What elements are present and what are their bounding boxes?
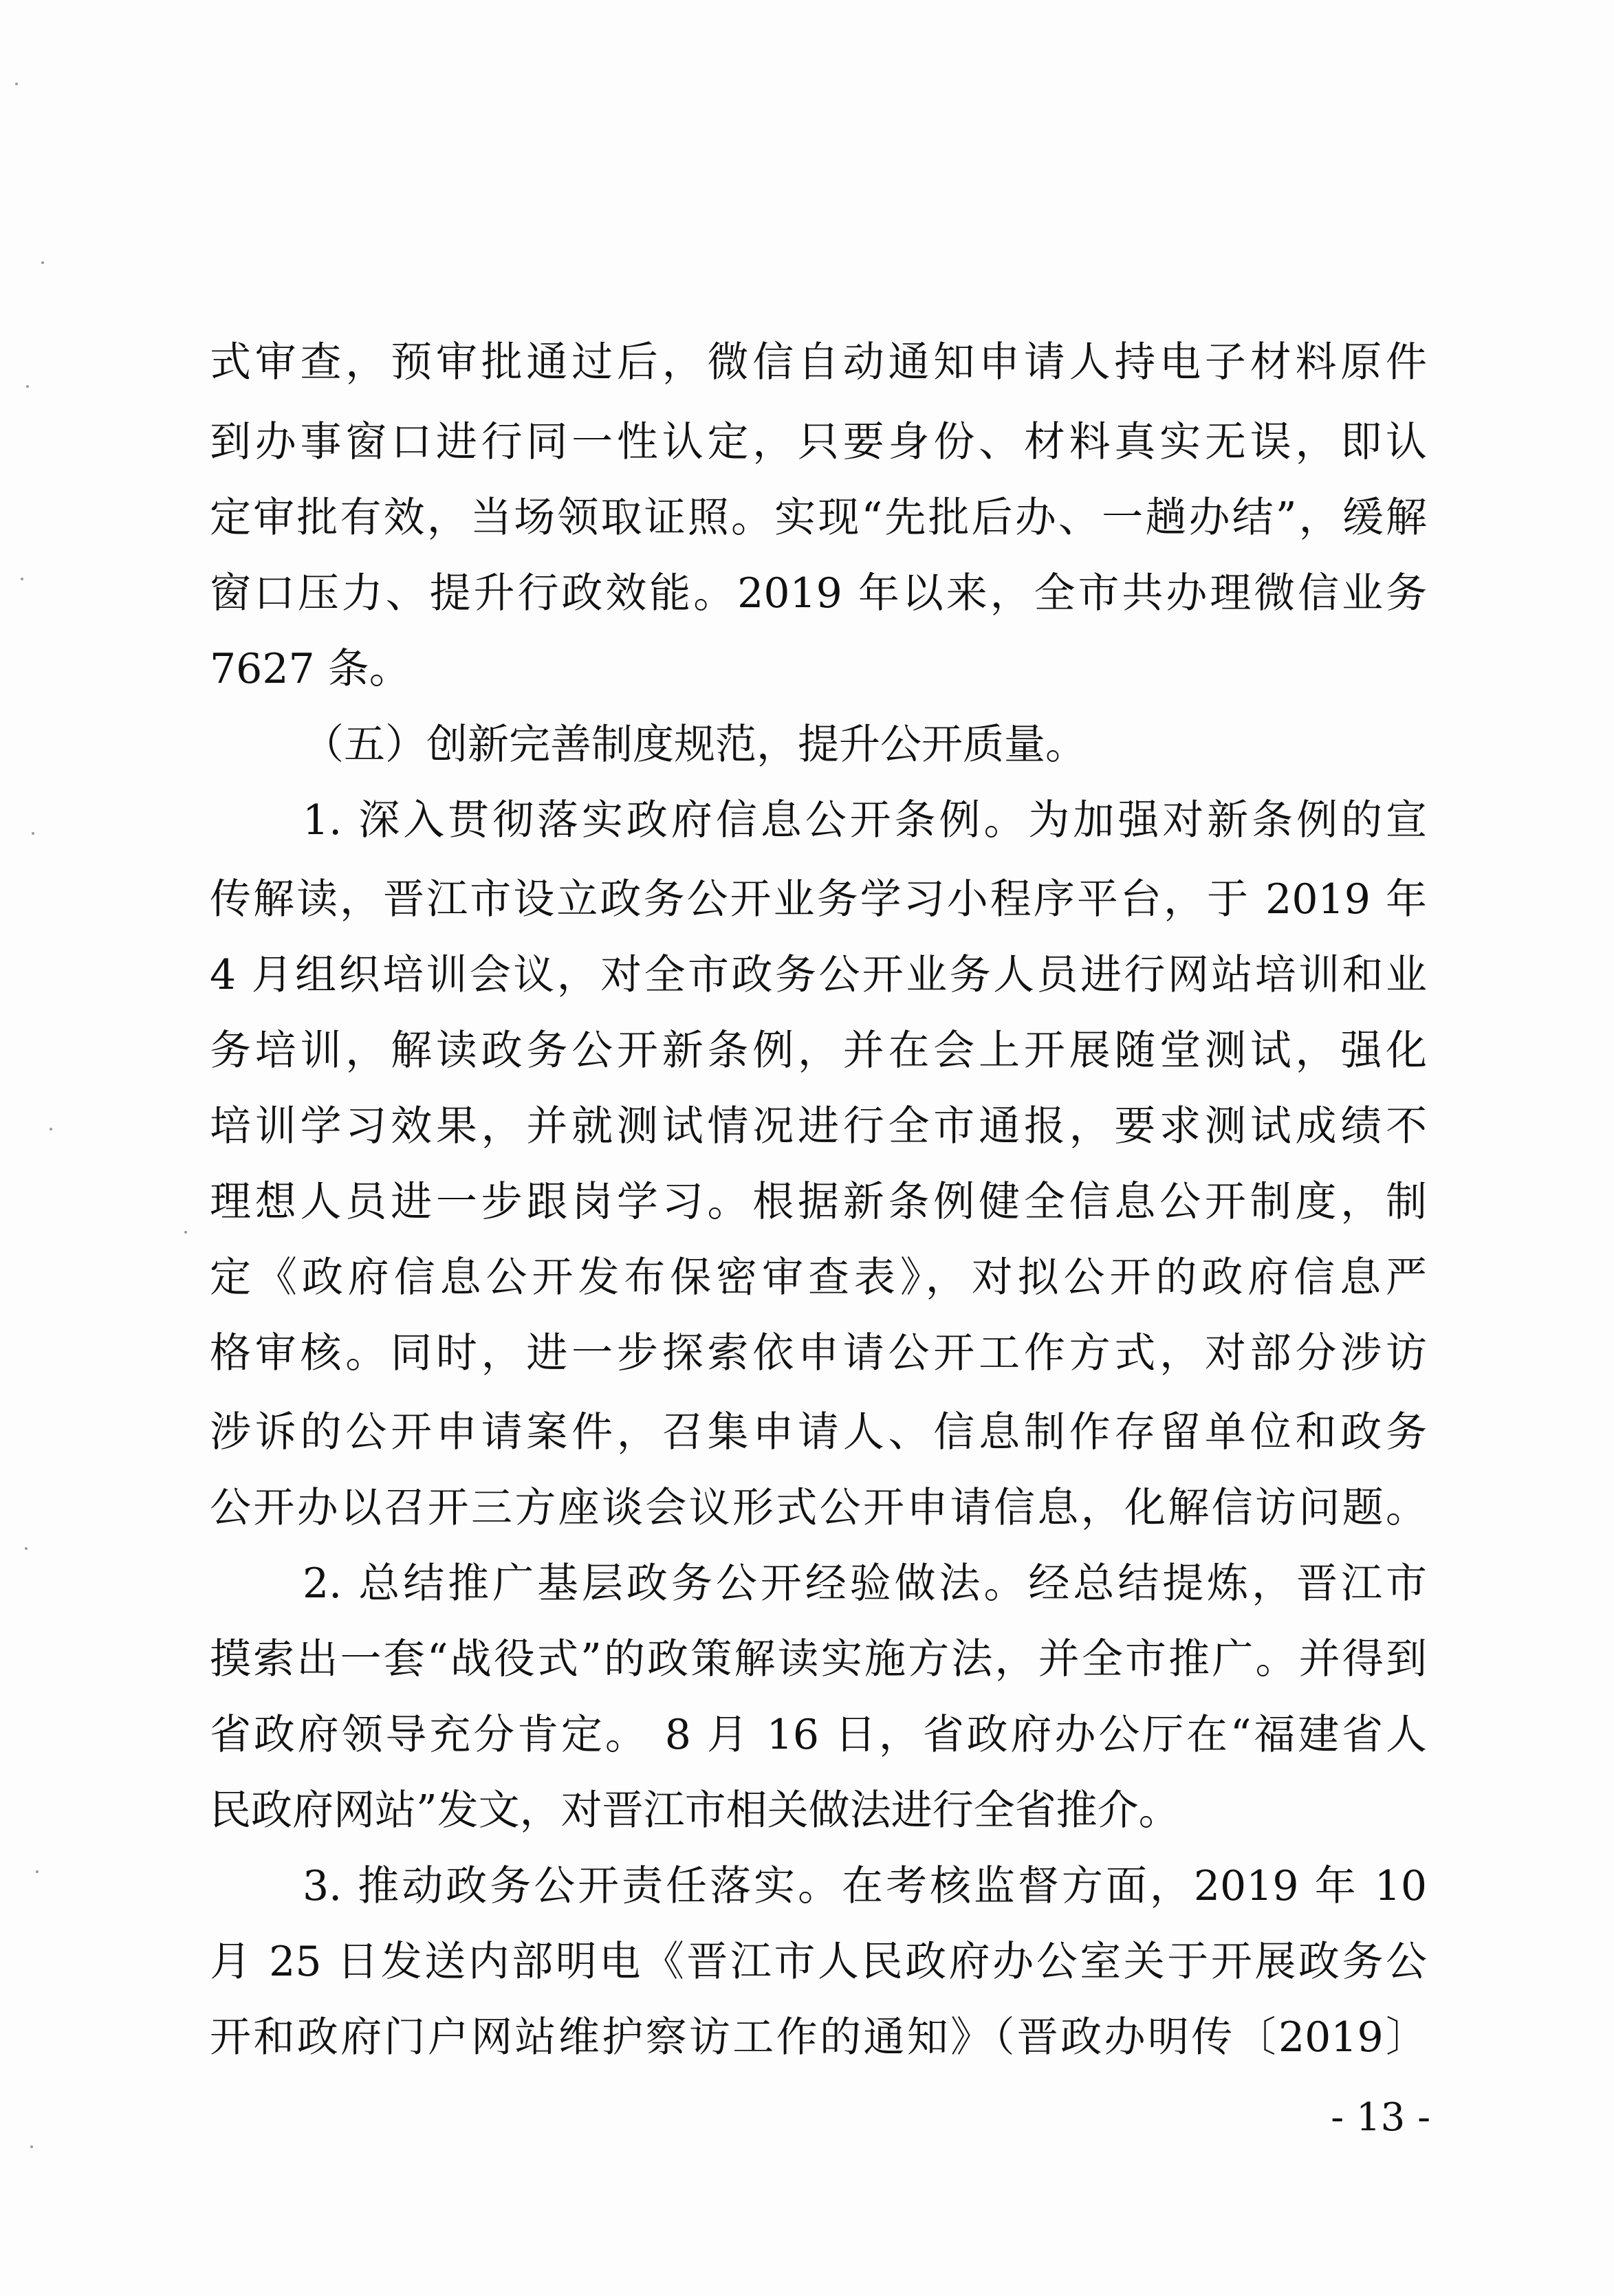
body-line: 式审查，预审批通过后，微信自动通知申请人持电子材料原件 bbox=[210, 338, 1427, 386]
scan-speck bbox=[21, 578, 23, 580]
body-line: 涉诉的公开申请案件，召集申请人、信息制作存留单位和政务 bbox=[210, 1408, 1427, 1456]
body-line: 务培训，解读政务公开新条例，并在会上开展随堂测试，强化 bbox=[210, 1027, 1427, 1075]
scan-speck bbox=[32, 832, 34, 835]
body-line: 摸索出一套“战役式”的政策解读实施方法，并全市推广。并得到 bbox=[210, 1635, 1427, 1683]
section-heading: （五）创新完善制度规范，提升公开质量。 bbox=[303, 721, 1087, 769]
scan-speck bbox=[36, 1870, 39, 1873]
body-line: 窗口压力、提升行政效能。2019 年以来，全市共办理微信业务 bbox=[210, 569, 1427, 617]
scan-speck bbox=[50, 1128, 52, 1130]
body-line: 民政府网站”发文，对晋江市相关做法进行全省推介。 bbox=[210, 1786, 1180, 1835]
body-line: 定《政府信息公开发布保密审查表》，对拟公开的政府信息严 bbox=[210, 1254, 1427, 1302]
scan-speck bbox=[15, 83, 18, 85]
scan-speck bbox=[25, 1547, 28, 1550]
scan-speck bbox=[30, 2145, 33, 2148]
body-line: 到办事窗口进行同一性认定，只要身份、材料真实无误，即认 bbox=[210, 418, 1427, 466]
body-line: 格审核。同时，进一步探索依申请公开工作方式，对部分涉访 bbox=[210, 1329, 1427, 1377]
body-line: 传解读，晋江市设立政务公开业务学习小程序平台，于 2019 年 bbox=[210, 875, 1427, 923]
body-line: 7627 条。 bbox=[210, 645, 411, 693]
scan-speck bbox=[41, 261, 44, 264]
scan-speck bbox=[26, 385, 29, 388]
body-line: 1. 深入贯彻落实政府信息公开条例。为加强对新条例的宣 bbox=[303, 796, 1427, 844]
scan-speck bbox=[184, 1231, 187, 1234]
body-line: 3. 推动政务公开责任落实。在考核监督方面，2019 年 10 bbox=[303, 1862, 1427, 1910]
body-line: 理想人员进一步跟岗学习。根据新条例健全信息公开制度，制 bbox=[210, 1178, 1427, 1226]
body-line: 省政府领导充分肯定。 8 月 16 日，省政府办公厅在“福建省人 bbox=[210, 1711, 1427, 1759]
body-line: 公开办以召开三方座谈会议形式公开申请信息，化解信访问题。 bbox=[210, 1484, 1427, 1532]
page-number: - 13 - bbox=[1331, 2095, 1430, 2140]
body-line: 开和政府门户网站维护察访工作的通知》（晋政办明传〔2019〕 bbox=[210, 2013, 1427, 2062]
body-line: 月 25 日发送内部明电《晋江市人民政府办公室关于开展政务公 bbox=[210, 1938, 1427, 1986]
body-line: 培训学习效果，并就测试情况进行全市通报，要求测试成绩不 bbox=[210, 1102, 1427, 1150]
body-line: 2. 总结推广基层政务公开经验做法。经总结提炼，晋江市 bbox=[303, 1560, 1427, 1608]
body-line: 定审批有效，当场领取证照。实现“先批后办、一趟办结”，缓解 bbox=[210, 494, 1427, 542]
body-line: 4 月组织培训会议，对全市政务公开业务人员进行网站培训和业 bbox=[210, 951, 1427, 999]
